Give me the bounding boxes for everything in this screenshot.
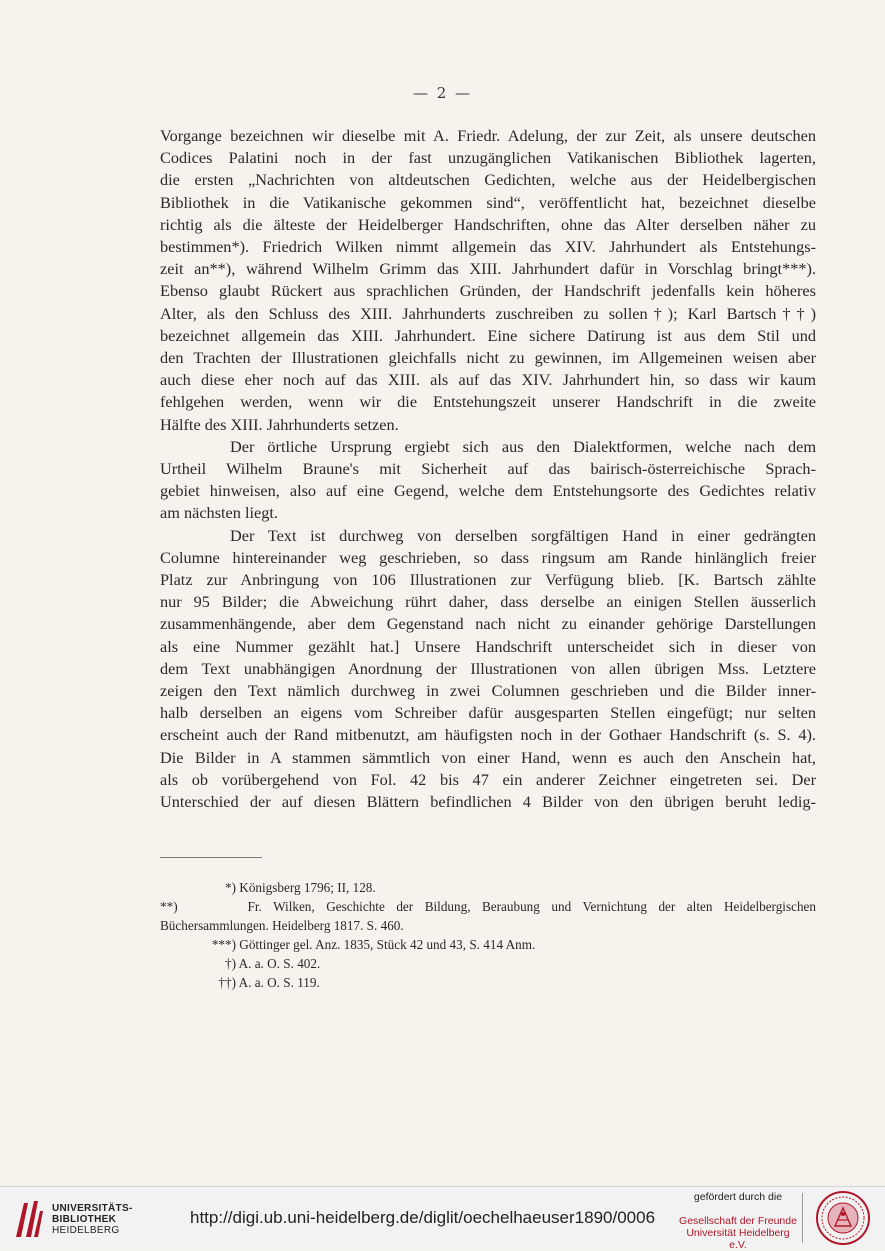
text-line: Platz zur Anbringung von 106 Illustrationen zur Verfügung blieb. [K. Bartsch zählte	[160, 570, 816, 590]
main-text	[160, 125, 816, 813]
library-name-line: BIBLIOTHEK	[52, 1214, 117, 1225]
text-line: auch diese eher noch auf das XIII. als auf das XIV. Jahrhundert hin, so dass wir kaum	[160, 370, 816, 390]
footnote	[160, 973, 816, 992]
text-line: richtig als die älteste der Heidelberger Handschriften, ohne das Alter derselben näher zu	[160, 214, 816, 234]
text-line: den Trachten der Illustrationen gleichfalls nicht zu gewinnen, im Allgemeinen weisen aber	[160, 348, 816, 368]
text-line: am nächsten liegt.	[160, 503, 278, 523]
permalink[interactable]: http://digi.ub.uni-heidelberg.de/diglit/oechelhaeuser1890/0006	[190, 1208, 656, 1227]
sponsor-name	[679, 1215, 797, 1251]
sponsor-lead: gefördert durch die	[693, 1191, 783, 1203]
text-line: Urtheil Wilhelm Braune's mit Sicherheit auf das bairisch-österreichische Sprach-	[160, 459, 816, 479]
footer-divider	[802, 1193, 803, 1243]
footnote-text: Fr. Wilken, Geschichte der Bildung, Beraubung und Vernichtung der alten Heidelbergischen	[247, 899, 816, 914]
text-line: erscheint auch der Rand mitbenutzt, am häufigsten noch in der Gothaer Handschrift (s. S. 4).	[160, 725, 816, 745]
footnote-text: A. a. O. S. 402.	[238, 956, 321, 971]
page-number: — 2 —	[412, 84, 473, 102]
footnote-text: Göttinger gel. Anz. 1835, Stück 42 und 43, S. 414 Anm.	[239, 937, 536, 952]
footnote-text: Königsberg 1796; II, 128.	[239, 880, 376, 895]
text-line: gebiet hinweisen, also auf eine Gegend, welche dem Entstehungsorte des Gedichtes relativ	[160, 481, 816, 501]
text-line: Bibliothek in die Vatikanische gekommen sind“, veröffentlicht hat, bezeichnet dieselbe	[160, 192, 816, 212]
text-line: bezeichnet allgemein das XIII. Jahrhundert. Eine sichere Datirung ist aus dem Stil und	[160, 325, 816, 345]
text-line: die ersten „Nachrichten von altdeutschen Gedichten, welche aus der Heidelbergischen	[160, 170, 816, 190]
text-line: Codices Palatini noch in der fast unzugänglichen Vatikanischen Bibliothek lagerten,	[160, 148, 816, 168]
footnote-text: A. a. O. S. 119.	[238, 975, 320, 990]
text-line: bestimmen*). Friedrich Wilken nimmt allgemein das XIV. Jahrhundert als Entstehungs-	[160, 237, 816, 257]
text-line: halb derselben an eigens vom Schreiber dafür ausgesparten Stellen eingefügt; nur selten	[160, 703, 816, 723]
library-name-line: UNIVERSITÄTS-	[52, 1203, 133, 1214]
text-line: als ob vorübergehend von Fol. 42 bis 47 ein anderer Zeichner eingetreten sei. Der	[160, 769, 816, 789]
text-line: dem Text unabhängigen Anordnung der Illustrationen von allen übrigen Mss. Letztere	[160, 658, 816, 678]
text-line: Vorgange bezeichnen wir dieselbe mit A. Friedr. Adelung, der zur Zeit, als unsere deutschen	[160, 126, 816, 145]
viewer-footer	[0, 1186, 885, 1250]
university-seal-icon[interactable]	[815, 1190, 871, 1246]
footnote	[160, 954, 816, 973]
paragraph-3	[160, 525, 816, 814]
text-line: zeigen den Text nämlich durchweg in zwei Columnen geschrieben und die Bilder inner-	[160, 681, 816, 701]
footnote-mark: **)	[160, 899, 178, 914]
text-line: Ebenso glaubt Rückert aus sprachlichen Gründen, der Handschrift jedenfalls kein höheres	[160, 281, 816, 301]
text-line: zeit an**), während Wilhelm Grimm das XIII. Jahrhundert dafür in Vorschlag bringt***).	[160, 259, 816, 279]
footnote	[160, 897, 816, 916]
footnote	[160, 878, 816, 897]
library-name-line: HEIDELBERG	[52, 1225, 120, 1236]
footnote-mark: *)	[225, 880, 236, 895]
footnote-mark: ††)	[218, 975, 236, 990]
library-logo-icon[interactable]	[12, 1197, 44, 1239]
footnote-mark: ***)	[211, 937, 236, 952]
sponsor-name-line: Universität Heidelberg e.V.	[686, 1227, 790, 1251]
footnote	[160, 935, 816, 954]
text-line: zusammenhängende, aber dem Gegenstand nach nicht zu einander gehörige Darstellungen	[160, 614, 816, 634]
text-line: nur 95 Bilder; die Abweichung rührt daher, dass derselbe an einigen Stellen äusserlich	[160, 592, 816, 612]
footnotes	[160, 878, 816, 992]
text-line: Der örtliche Ursprung ergiebt sich aus den Dialektformen, welche nach dem	[230, 436, 816, 456]
sponsor-block[interactable]	[679, 1191, 797, 1251]
text-line: als eine Nummer gezählt hat.] Unsere Handschrift unterscheidet sich in dieser von	[160, 636, 816, 656]
paragraph-2	[160, 436, 816, 525]
text-line: Die Bilder in A stammen sämmtlich von einer Hand, wenn es auch den Anschein hat,	[160, 747, 816, 767]
text-line: Unterschied der auf diesen Blättern befindlichen 4 Bilder von den übrigen beruht ledig-	[160, 792, 816, 812]
footnote-continuation: Büchersammlungen. Heidelberg 1817. S. 460.	[160, 918, 404, 933]
text-line: fehlgehen werden, wenn wir die Entstehungszeit unserer Handschrift in die zweite	[160, 392, 816, 412]
sponsor-name-line: Gesellschaft der Freunde	[679, 1215, 797, 1227]
footnote-divider	[160, 857, 262, 858]
library-name[interactable]	[52, 1203, 133, 1236]
text-line: Hälfte des XIII. Jahrhunderts setzen.	[160, 414, 399, 434]
text-line: Columne hintereinander weg geschrieben, so dass ringsum am Rande hinlänglich freier	[160, 547, 816, 567]
text-line: Alter, als den Schluss des XIII. Jahrhunderts zuschreiben zu sollen†); Karl Bartsch††)	[160, 303, 816, 323]
footnote-mark: †)	[225, 956, 236, 971]
text-line: Der Text ist durchweg von derselben sorgfältigen Hand in einer gedrängten	[230, 525, 816, 545]
paragraph-1	[160, 125, 816, 436]
